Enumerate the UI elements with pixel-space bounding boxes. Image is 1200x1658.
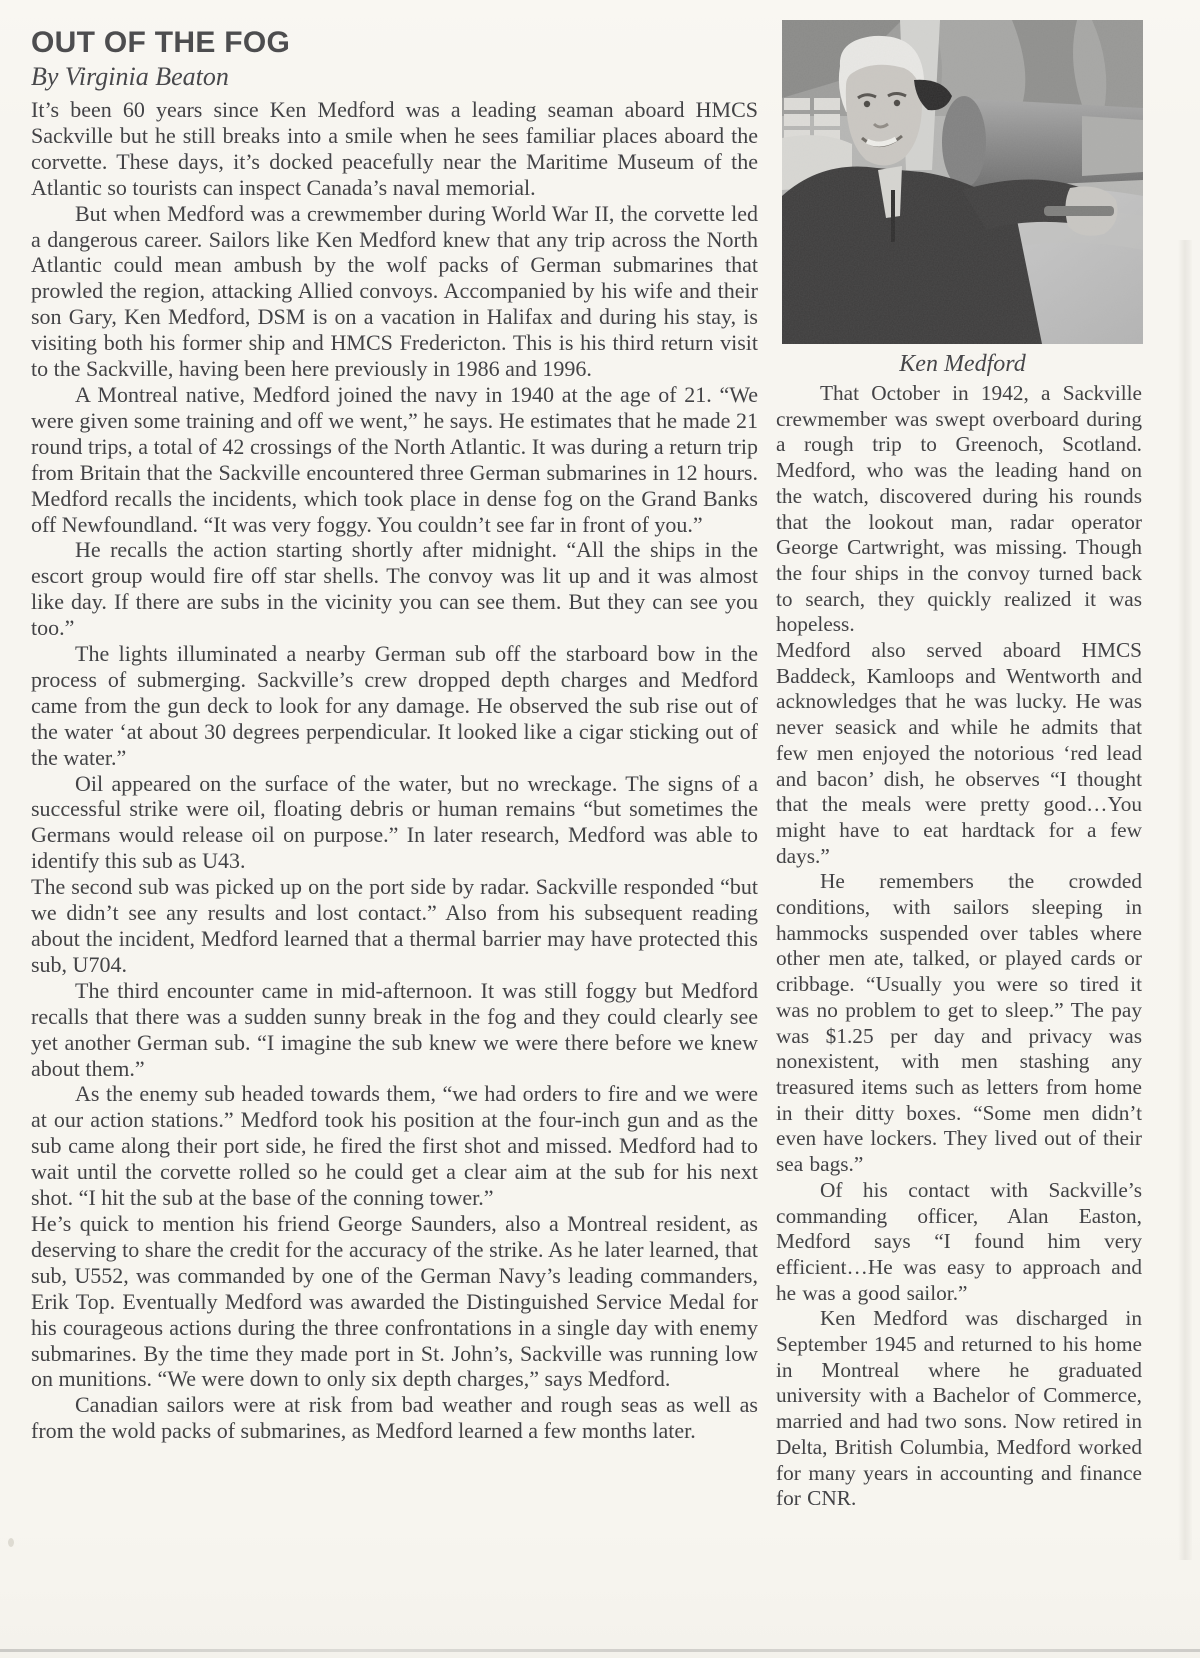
photo-illustration <box>782 20 1143 344</box>
scan-speck <box>8 1538 14 1547</box>
article-paragraph: Of his contact with Sackville’s commanding officer, Alan Easton, Medford says “I found him very efficient…He was easy to approach and he was a good sailor.” <box>776 1177 1142 1305</box>
article-paragraph: He recalls the action starting shortly after midnight. “All the ships in the escort group would fire off star shells. The convoy was lit up and it was almost like day. If there are subs in the vicinity you can see them. But they can see you too.” <box>31 537 758 641</box>
article-paragraph: The lights illuminated a nearby German sub off the starboard bow in the process of submerging. Sackville’s crew dropped depth charges and Medford came from the gun deck to look for any damage. He observed the sub rise out of the water ‘at about 30 degrees perpendicular. It looked like a cigar sticking out of the water.” <box>31 641 758 770</box>
article-paragraph: The third encounter came in mid-afternoon. It was still foggy but Medford recalls that there was a sudden sunny break in the fog and they could clearly see yet another German sub. “I imagine the sub knew we were there before we knew about them.” <box>31 977 758 1081</box>
article-paragraph: The second sub was picked up on the port side by radar. Sackville responded “but we didn’t see any results and lost contact.” Also from his subsequent reading about the incident, Medford learned that a thermal barrier may have protected this sub, U704. <box>31 874 758 977</box>
article-paragraph: He’s quick to mention his friend George Saunders, also a Montreal resident, as deserving to share the credit for the accuracy of the strike. As he later learned, that sub, U552, was commanded by one of the German Navy’s leading commanders, Erik Top. Eventually Medford was awarded the Distinguished Service Medal for his courageous actions during the three confrontations in a single day with enemy submarines. By the time they made port in St. John’s, Sackville was running low on munitions. “We were down to only six depth charges,” says Medford. <box>31 1210 758 1392</box>
ken-medford-photo <box>782 20 1143 344</box>
article-paragraph: It’s been 60 years since Ken Medford was a leading seaman aboard HMCS Sackville but he still breaks into a smile when he sees familiar places aboard the corvette. These days, it’s docked peacefully near the Maritime Museum of the Atlantic so tourists can inspect Canada’s naval memorial. <box>31 97 758 200</box>
article-paragraph: Medford also served aboard HMCS Baddeck, Kamloops and Wentworth and acknowledges that he was lucky. He was never seasick and while he admits that few men enjoyed the notorious ‘red lead and bacon’ dish, he observes “I thought that the meals were pretty good…You might have to eat hardtack for a few days.” <box>776 638 1142 868</box>
article-byline: By Virginia Beaton <box>31 61 229 91</box>
article-paragraph: A Montreal native, Medford joined the navy in 1940 at the age of 21. “We were given some training and off we went,” he says. He estimates that he made 21 round trips, a total of 42 crossings of the North Atlantic. It was during a return trip from Britain that the Sackville encountered three German submarines in 12 hours. Medford recalls the incidents, which took place in dense fog on the Grand Banks off Newfoundland. “It was very foggy. You couldn’t see far in front of you.” <box>31 381 758 537</box>
article-paragraph: Oil appeared on the surface of the water, but no wreckage. The signs of a successful strike were oil, floating debris or human remains “but sometimes the Germans would release oil on purpose.” In later research, Medford was able to identify this sub as U43. <box>31 770 758 874</box>
right-column <box>776 381 1142 1512</box>
page-fold-shadow <box>1178 240 1192 1560</box>
article-paragraph: Ken Medford was discharged in September 1945 and returned to his home in Montreal where he graduated university with a Bachelor of Commerce, married and had two sons. Now retired in Delta, British Columbia, Medford worked for many years in accounting and finance for CNR. <box>776 1306 1142 1511</box>
article-header <box>31 27 290 92</box>
left-column <box>31 97 758 1444</box>
photo-figure <box>782 20 1143 378</box>
article-title: OUT OF THE FOG <box>31 26 291 59</box>
article-paragraph: He remembers the crowded conditions, with sailors sleeping in hammocks suspended over tables where other men ate, talked, or played cards or cribbage. “Usually you were so tired it was no problem to get to sleep.” The pay was $1.25 per day and privacy was nonexistent, with men stashing any treasured items such as letters from home in their ditty boxes. “Some men didn’t even have lockers. They lived out of their sea bags.” <box>776 869 1142 1177</box>
photo-caption: Ken Medford <box>899 351 1026 377</box>
scan-edge-line <box>0 1649 1200 1652</box>
article-paragraph: As the enemy sub headed towards them, “we had orders to fire and we were at our action stations.” Medford took his position at the four-inch gun and as the sub came along their port side, he fired the first shot and missed. Medford had to wait until the corvette rolled so he could get a clear aim at the sub for his next shot. “I hit the sub at the base of the conning tower.” <box>31 1081 758 1211</box>
article-paragraph: Canadian sailors were at risk from bad weather and rough seas as well as from the wold packs of submarines, as Medford learned a few months later. <box>31 1392 758 1444</box>
article-paragraph: But when Medford was a crewmember during World War II, the corvette led a dangerous career. Sailors like Ken Medford knew that any trip across the North Atlantic could mean ambush by the wolf packs of German submarines that prowled the region, attacking Allied convoys. Accompanied by his wife and their son Gary, Ken Medford, DSM is on a vacation in Halifax and during his stay, is visiting both his former ship and HMCS Fredericton. This is his third return visit to the Sackville, having been here previously in 1986 and 1996. <box>31 200 758 382</box>
article-paragraph: That October in 1942, a Sackville crewmember was swept overboard during a rough trip to Greenoch, Scotland. Medford, who was the leading hand on the watch, discovered during his rounds that the lookout man, radar operator George Cartwright, was missing. Though the four ships in the convoy turned back to search, they quickly realized it was hopeless. <box>776 381 1142 637</box>
